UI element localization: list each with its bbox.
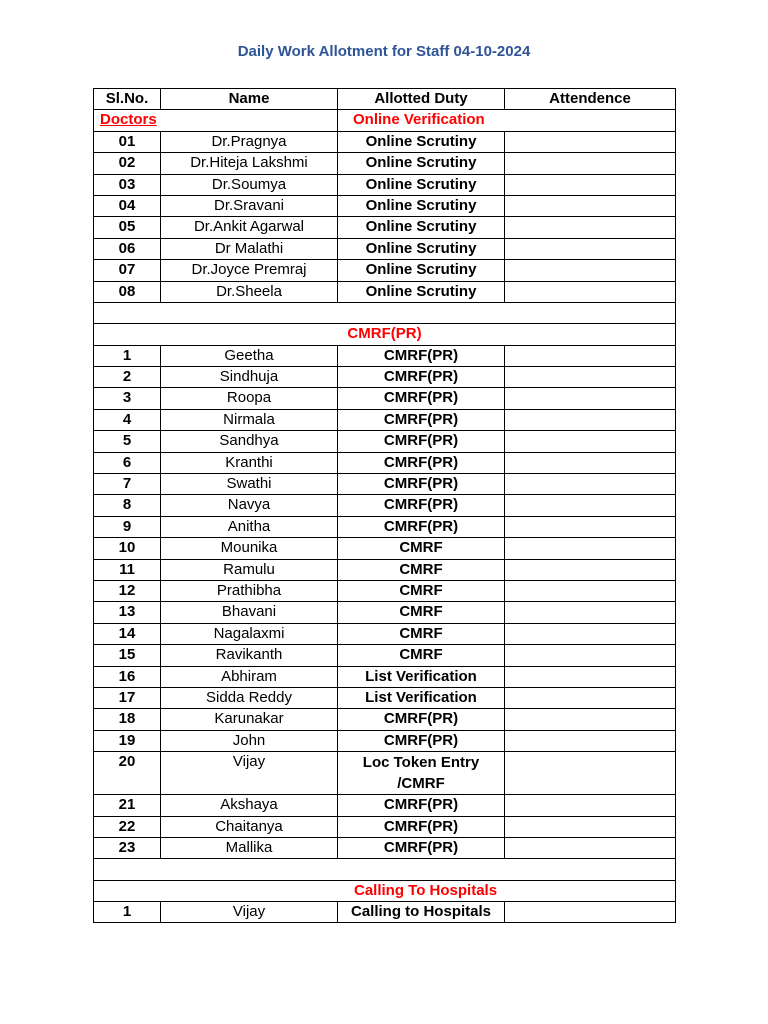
attendence-cell [505,409,676,430]
attendence-cell [505,153,676,174]
name-cell: Sandhya [161,431,338,452]
name-cell: Chaitanya [161,816,338,837]
sl-no-cell: 6 [94,452,161,473]
duty-cell: Online Scrutiny [338,260,505,281]
name-cell: Ravikanth [161,645,338,666]
table-row [94,195,676,216]
attendence-cell [505,816,676,837]
duty-cell: CMRF(PR) [338,388,505,409]
section-row [94,324,676,345]
sl-no-cell: 8 [94,495,161,516]
attendence-cell [505,516,676,537]
sl-no-cell: 04 [94,195,161,216]
attendence-cell [505,837,676,858]
table-row [94,602,676,623]
sl-no-cell: 11 [94,559,161,580]
duty-cell: CMRF [338,602,505,623]
sl-no-cell: 05 [94,217,161,238]
header-name: Name [161,89,338,110]
sl-no-cell: 13 [94,602,161,623]
doctors-section-row [94,110,676,131]
sl-no-cell: 23 [94,837,161,858]
duty-cell: CMRF [338,623,505,644]
name-cell: John [161,730,338,751]
name-cell: Mallika [161,837,338,858]
table-row [94,559,676,580]
attendence-cell [505,752,676,795]
name-cell: Dr Malathi [161,238,338,259]
sl-no-cell: 17 [94,687,161,708]
duty-cell: Online Scrutiny [338,238,505,259]
duty-cell: Online Scrutiny [338,153,505,174]
name-cell: Dr.Sheela [161,281,338,302]
duty-cell: CMRF [338,580,505,601]
table-row [94,431,676,452]
duty-cell: CMRF(PR) [338,709,505,730]
table-row [94,388,676,409]
duty-cell: Online Scrutiny [338,174,505,195]
name-cell: Navya [161,495,338,516]
attendence-cell [505,602,676,623]
name-cell: Dr.Pragnya [161,131,338,152]
attendence-cell [505,795,676,816]
table-row [94,645,676,666]
attendence-cell [505,623,676,644]
name-cell: Dr.Joyce Premraj [161,260,338,281]
table-row [94,260,676,281]
blank-row [94,859,676,880]
doctors-label: Doctors [94,110,338,131]
sl-no-cell: 9 [94,516,161,537]
duty-cell: CMRF(PR) [338,795,505,816]
duty-cell: CMRF(PR) [338,495,505,516]
table-row [94,580,676,601]
sl-no-cell: 4 [94,409,161,430]
attendence-cell [505,131,676,152]
sl-no-cell: 7 [94,474,161,495]
name-cell: Ramulu [161,559,338,580]
table-row [94,752,676,795]
name-cell: Bhavani [161,602,338,623]
sl-no-cell: 3 [94,388,161,409]
table-row [94,409,676,430]
attendence-cell [505,902,676,923]
blank-cell [94,302,676,323]
sl-no-cell: 02 [94,153,161,174]
name-cell: Sindhuja [161,367,338,388]
attendence-cell [505,687,676,708]
name-cell: Nagalaxmi [161,623,338,644]
sl-no-cell: 18 [94,709,161,730]
duty-cell: CMRF(PR) [338,431,505,452]
attendence-cell [505,474,676,495]
name-cell: Karunakar [161,709,338,730]
sl-no-cell: 16 [94,666,161,687]
attendence-cell [505,709,676,730]
duty-cell: Calling to Hospitals [338,902,505,923]
name-cell: Dr.Hiteja Lakshmi [161,153,338,174]
attendence-cell [505,580,676,601]
name-cell: Akshaya [161,795,338,816]
table-row [94,217,676,238]
name-cell: Kranthi [161,452,338,473]
table-row [94,153,676,174]
sl-no-cell: 21 [94,795,161,816]
attendence-cell [505,260,676,281]
duty-cell: List Verification [338,666,505,687]
table-row [94,345,676,366]
table-row [94,730,676,751]
cmrf-pr-section-label: CMRF(PR) [94,324,676,345]
attendence-cell [505,367,676,388]
duty-cell: CMRF(PR) [338,816,505,837]
duty-cell: CMRF [338,645,505,666]
attendence-cell [505,238,676,259]
sl-no-cell: 07 [94,260,161,281]
attendence-cell [505,174,676,195]
calling-section-label: Calling To Hospitals [94,880,676,901]
sl-no-cell: 12 [94,580,161,601]
sl-no-cell: 1 [94,345,161,366]
name-cell: Mounika [161,538,338,559]
attendence-cell [505,645,676,666]
duty-cell: Online Scrutiny [338,281,505,302]
sl-no-cell: 22 [94,816,161,837]
online-verification-label: Online Verification [338,110,676,131]
sl-no-cell: 15 [94,645,161,666]
table-row [94,452,676,473]
attendence-cell [505,281,676,302]
table-row [94,538,676,559]
name-cell: Vijay [161,752,338,795]
table-row [94,666,676,687]
name-cell: Swathi [161,474,338,495]
duty-cell: CMRF [338,559,505,580]
duty-cell: CMRF(PR) [338,474,505,495]
duty-cell: CMRF(PR) [338,367,505,388]
duty-cell: CMRF [338,538,505,559]
table-row [94,495,676,516]
duty-cell: CMRF(PR) [338,837,505,858]
table-row [94,816,676,837]
header-row [94,89,676,110]
sl-no-cell: 10 [94,538,161,559]
table-row [94,474,676,495]
table-row [94,623,676,644]
attendence-cell [505,559,676,580]
attendence-cell [505,431,676,452]
sl-no-cell: 14 [94,623,161,644]
sl-no-cell: 2 [94,367,161,388]
attendence-cell [505,345,676,366]
name-cell: Dr.Soumya [161,174,338,195]
blank-row [94,302,676,323]
name-cell: Prathibha [161,580,338,601]
attendence-cell [505,538,676,559]
name-cell: Abhiram [161,666,338,687]
page-title: Daily Work Allotment for Staff 04-10-2024 [237,43,531,60]
attendence-cell [505,730,676,751]
sl-no-cell: 08 [94,281,161,302]
duty-cell: CMRF(PR) [338,409,505,430]
attendence-cell [505,195,676,216]
duty-cell: CMRF(PR) [338,516,505,537]
table-row [94,516,676,537]
section-row [94,880,676,901]
sl-no-cell: 01 [94,131,161,152]
sl-no-cell: 03 [94,174,161,195]
name-cell: Anitha [161,516,338,537]
sl-no-cell: 20 [94,752,161,795]
table-row [94,837,676,858]
duty-cell: Loc Token Entry /CMRF [338,752,505,795]
header-slno: Sl.No. [94,89,161,110]
allotment-table [93,88,676,923]
table-row [94,709,676,730]
duty-cell: CMRF(PR) [338,730,505,751]
sl-no-cell: 06 [94,238,161,259]
blank-cell [94,859,676,880]
table-row [94,281,676,302]
table-row [94,902,676,923]
attendence-cell [505,388,676,409]
name-cell: Roopa [161,388,338,409]
table-row [94,238,676,259]
name-cell: Vijay [161,902,338,923]
duty-cell: CMRF(PR) [338,345,505,366]
name-cell: Dr.Sravani [161,195,338,216]
sl-no-cell: 19 [94,730,161,751]
table-row [94,367,676,388]
header-attendence: Attendence [505,89,676,110]
name-cell: Nirmala [161,409,338,430]
duty-cell: CMRF(PR) [338,452,505,473]
duty-cell: Online Scrutiny [338,131,505,152]
duty-cell: Online Scrutiny [338,217,505,238]
attendence-cell [505,666,676,687]
table-row [94,131,676,152]
attendence-cell [505,452,676,473]
table-row [94,174,676,195]
sl-no-cell: 5 [94,431,161,452]
name-cell: Dr.Ankit Agarwal [161,217,338,238]
name-cell: Geetha [161,345,338,366]
table-row [94,687,676,708]
header-duty: Allotted Duty [338,89,505,110]
attendence-cell [505,217,676,238]
duty-cell: List Verification [338,687,505,708]
name-cell: Sidda Reddy [161,687,338,708]
duty-cell: Online Scrutiny [338,195,505,216]
table-row [94,795,676,816]
attendence-cell [505,495,676,516]
sl-no-cell: 1 [94,902,161,923]
